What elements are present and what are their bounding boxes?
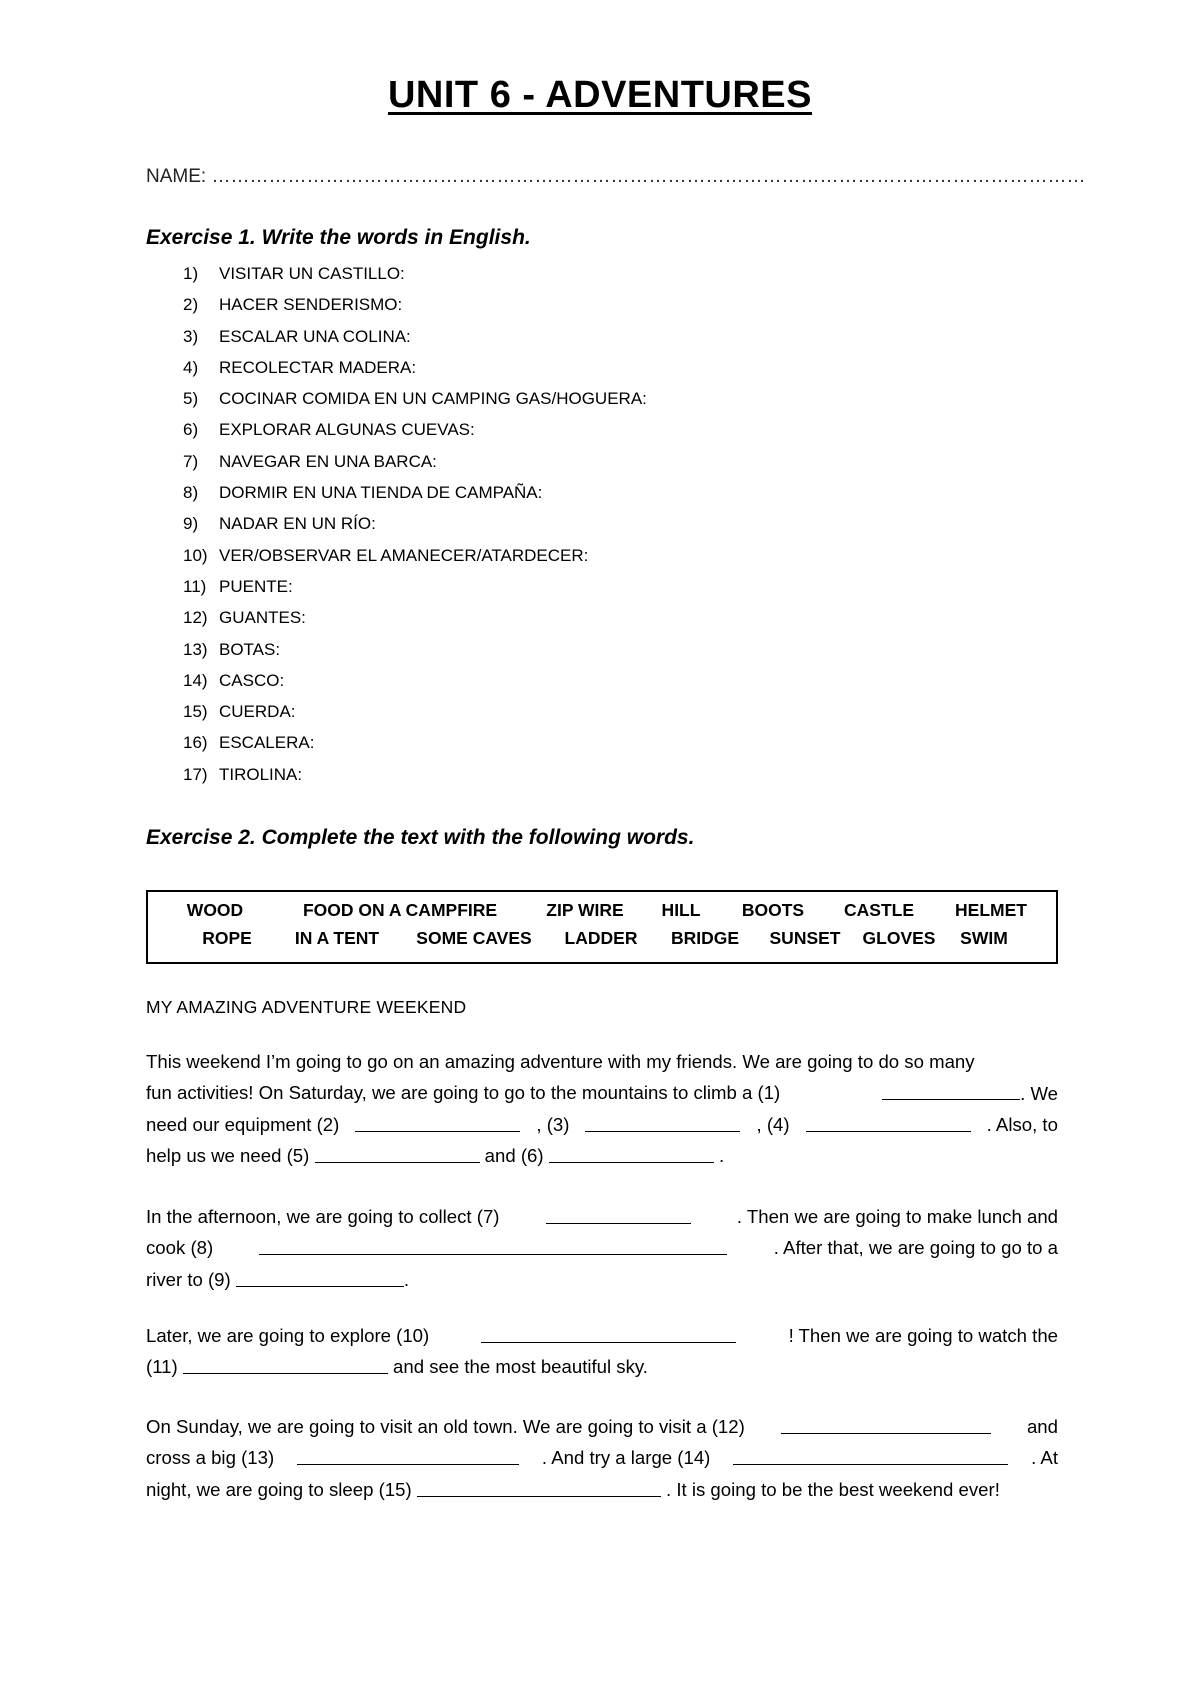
story-paragraph-3 bbox=[146, 1320, 1058, 1383]
blank-4[interactable] bbox=[806, 1109, 971, 1132]
text-span: . After that, we are going to go to a bbox=[773, 1237, 1058, 1259]
exercise1-heading: Exercise 1. Write the words in English. bbox=[146, 226, 531, 249]
text-span: . Then we are going to make lunch and bbox=[736, 1206, 1058, 1227]
text-span: fun activities! On Saturday, we are going to go to the mountains to climb a (1) bbox=[146, 1082, 781, 1104]
item-text: CASCO: bbox=[219, 670, 285, 690]
text-span: In the afternoon, we are going to collect (7) bbox=[146, 1206, 500, 1227]
blank-9[interactable] bbox=[236, 1264, 404, 1287]
item-number: 3) bbox=[183, 326, 199, 346]
exercise1-item bbox=[183, 258, 647, 289]
item-number: 13) bbox=[183, 639, 208, 659]
item-number: 8) bbox=[183, 483, 199, 503]
text-span: . bbox=[403, 1268, 410, 1290]
word-bank-word: FOOD ON A CAMPFIRE bbox=[302, 900, 498, 920]
blank-8[interactable] bbox=[259, 1232, 727, 1255]
item-number: 10) bbox=[183, 545, 208, 565]
text-span: ! Then we are going to watch the bbox=[788, 1325, 1058, 1346]
text-line bbox=[146, 1442, 1058, 1473]
word-bank-word: HILL bbox=[661, 900, 701, 920]
text-span: , (3) bbox=[536, 1113, 570, 1135]
name-label: NAME: bbox=[146, 166, 207, 187]
item-text: COCINAR COMIDA EN UN CAMPING GAS/HOGUERA: bbox=[219, 389, 647, 409]
word-bank-word: ROPE bbox=[202, 928, 252, 948]
text-line bbox=[146, 1474, 1058, 1505]
story-paragraph-4 bbox=[146, 1411, 1058, 1505]
word-bank-word: IN A TENT bbox=[294, 928, 380, 948]
text-span: help us we need (5) bbox=[146, 1144, 310, 1166]
text-span: , (4) bbox=[756, 1113, 790, 1135]
item-text: TIROLINA: bbox=[219, 764, 303, 784]
exercise1-item bbox=[183, 602, 647, 633]
exercise1-item bbox=[183, 352, 647, 383]
exercise2-heading: Exercise 2. Complete the text with the following words. bbox=[146, 826, 695, 849]
item-text: CUERDA: bbox=[219, 702, 296, 722]
text-span: . At bbox=[1031, 1447, 1058, 1469]
text-span: This weekend I’m going to go on an amazing adventure with my friends. We are going to do so many bbox=[146, 1051, 975, 1072]
word-bank-row bbox=[148, 900, 1056, 928]
item-number: 14) bbox=[183, 670, 208, 690]
exercise1-item bbox=[183, 321, 647, 352]
text-span: . bbox=[718, 1144, 725, 1166]
blank-12[interactable] bbox=[781, 1411, 991, 1434]
blank-2[interactable] bbox=[355, 1109, 520, 1132]
exercise1-item bbox=[183, 571, 647, 602]
item-text: VER/OBSERVAR EL AMANECER/ATARDECER: bbox=[219, 545, 589, 565]
blank-5[interactable] bbox=[315, 1140, 480, 1163]
name-dots: ………………………………………………………………………………………………………………………… bbox=[211, 166, 1086, 187]
text-span: . We bbox=[1020, 1083, 1058, 1105]
item-text: VISITAR UN CASTILLO: bbox=[219, 264, 405, 283]
exercise1-item bbox=[183, 759, 647, 790]
item-number: 5) bbox=[183, 389, 199, 409]
text-span: night, we are going to sleep (15) bbox=[146, 1478, 412, 1500]
item-number: 1) bbox=[183, 264, 199, 283]
item-number: 2) bbox=[183, 295, 199, 315]
text-line bbox=[146, 1411, 1058, 1442]
item-number: 4) bbox=[183, 357, 199, 377]
exercise1-item bbox=[183, 446, 647, 477]
exercise1-item bbox=[183, 727, 647, 758]
text-line bbox=[146, 1077, 1058, 1108]
item-text: BOTAS: bbox=[219, 639, 281, 659]
blank-11[interactable] bbox=[183, 1351, 388, 1374]
word-bank bbox=[146, 890, 1058, 964]
exercise1-item bbox=[183, 665, 647, 696]
item-text: EXPLORAR ALGUNAS CUEVAS: bbox=[219, 420, 475, 440]
item-text: HACER SENDERISMO: bbox=[219, 295, 403, 315]
blank-15[interactable] bbox=[417, 1474, 661, 1497]
item-text: NAVEGAR EN UNA BARCA: bbox=[219, 451, 437, 471]
blank-10[interactable] bbox=[481, 1320, 736, 1343]
item-text: ESCALAR UNA COLINA: bbox=[219, 326, 411, 346]
text-span: and see the most beautiful sky. bbox=[393, 1356, 648, 1378]
blank-1[interactable] bbox=[882, 1077, 1020, 1100]
text-span: . And try a large (14) bbox=[541, 1447, 711, 1469]
item-number: 11) bbox=[183, 576, 207, 596]
item-number: 9) bbox=[183, 514, 199, 534]
blank-13[interactable] bbox=[297, 1442, 519, 1465]
word-bank-word: BRIDGE bbox=[670, 928, 740, 948]
word-bank-row bbox=[148, 928, 1056, 956]
item-number: 17) bbox=[183, 764, 208, 784]
text-span: river to (9) bbox=[146, 1268, 231, 1290]
word-bank-word: SUNSET bbox=[769, 928, 841, 948]
story-paragraph-2 bbox=[146, 1201, 1058, 1295]
text-span: . It is going to be the best weekend ever! bbox=[666, 1478, 1000, 1500]
text-line bbox=[146, 1140, 1058, 1171]
item-text: NADAR EN UN RÍO: bbox=[219, 514, 376, 534]
text-span: cross a big (13) bbox=[146, 1447, 275, 1469]
word-bank-word: ZIP WIRE bbox=[546, 900, 624, 920]
exercise1-list bbox=[183, 258, 647, 790]
exercise1-item bbox=[183, 414, 647, 445]
item-number: 16) bbox=[183, 733, 208, 753]
blank-7[interactable] bbox=[546, 1201, 691, 1224]
word-bank-word: LADDER bbox=[564, 928, 638, 948]
page-title: UNIT 6 - ADVENTURES bbox=[387, 74, 812, 116]
name-field bbox=[146, 166, 1085, 188]
item-text: DORMIR EN UNA TIENDA DE CAMPAÑA: bbox=[219, 483, 543, 503]
text-line bbox=[146, 1046, 1058, 1077]
item-number: 7) bbox=[183, 451, 199, 471]
word-bank-word: BOOTS bbox=[741, 900, 805, 920]
text-span: . Also, to bbox=[986, 1113, 1058, 1135]
text-line bbox=[146, 1232, 1058, 1263]
item-text: ESCALERA: bbox=[219, 733, 315, 753]
item-text: PUENTE: bbox=[219, 576, 293, 596]
word-bank-word: SWIM bbox=[960, 928, 1008, 948]
text-span: On Sunday, we are going to visit an old town. We are going to visit a (12) bbox=[146, 1416, 745, 1437]
word-bank-word: CASTLE bbox=[844, 900, 914, 920]
story-paragraph-1 bbox=[146, 1046, 1058, 1171]
text-line bbox=[146, 1320, 1058, 1351]
exercise1-item bbox=[183, 289, 647, 320]
item-number: 6) bbox=[183, 420, 199, 440]
text-span: cook (8) bbox=[146, 1237, 214, 1259]
blank-3[interactable] bbox=[585, 1109, 740, 1132]
text-line bbox=[146, 1201, 1058, 1232]
item-text: RECOLECTAR MADERA: bbox=[219, 357, 417, 377]
word-bank-word: WOOD bbox=[186, 900, 244, 920]
text-span: Later, we are going to explore (10) bbox=[146, 1325, 430, 1346]
text-line bbox=[146, 1109, 1058, 1140]
exercise1-item bbox=[183, 696, 647, 727]
item-number: 12) bbox=[183, 608, 208, 628]
exercise1-item bbox=[183, 477, 647, 508]
item-text: GUANTES: bbox=[219, 608, 306, 628]
blank-14[interactable] bbox=[733, 1442, 1008, 1465]
item-number: 15) bbox=[183, 702, 208, 722]
exercise1-item bbox=[183, 634, 647, 665]
text-span: need our equipment (2) bbox=[146, 1113, 340, 1135]
exercise1-item bbox=[183, 540, 647, 571]
text-span: and (6) bbox=[484, 1144, 544, 1166]
word-bank-word: HELMET bbox=[955, 900, 1027, 920]
blank-6[interactable] bbox=[549, 1140, 714, 1163]
story-title: MY AMAZING ADVENTURE WEEKEND bbox=[146, 997, 467, 1017]
exercise1-item bbox=[183, 383, 647, 414]
text-span: and bbox=[1026, 1416, 1058, 1437]
exercise1-item bbox=[183, 508, 647, 539]
text-span: (11) bbox=[146, 1356, 178, 1378]
word-bank-word: SOME CAVES bbox=[416, 928, 532, 948]
text-line bbox=[146, 1264, 1058, 1295]
text-line bbox=[146, 1351, 1058, 1382]
word-bank-word: GLOVES bbox=[862, 928, 936, 948]
